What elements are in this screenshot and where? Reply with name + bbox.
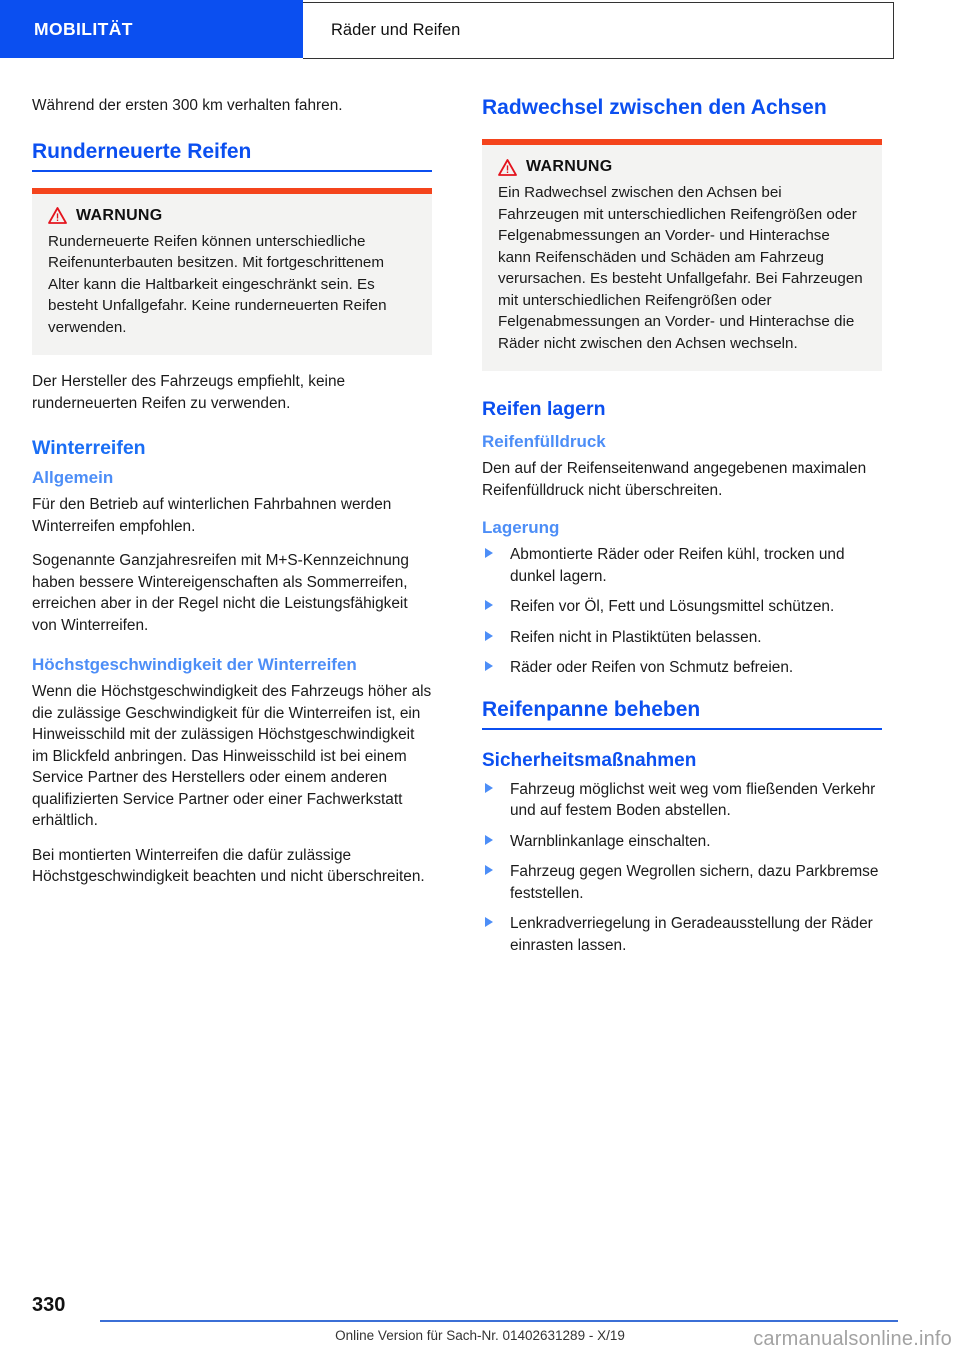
heading-allgemein: Allgemein — [32, 468, 114, 487]
header-chapter-label: MOBILITÄT — [0, 0, 303, 58]
heading-winterreifen: Winterreifen — [32, 437, 146, 459]
triangle-bullet-icon — [485, 917, 493, 927]
warning-label: WARNUNG — [76, 206, 163, 224]
footer-divider — [100, 1320, 898, 1322]
list-item-label: Lenkradverriegelung in Geradeausstellung der Räder einrasten lassen. — [510, 915, 873, 954]
list-item-label: Reifen vor Öl, Fett und Lösungsmittel schützen. — [510, 598, 835, 615]
list-item — [482, 596, 882, 618]
list-item — [482, 913, 882, 956]
list-item-label: Fahrzeug gegen Wegrollen sichern, dazu Parkbremse feststellen. — [510, 863, 879, 902]
triangle-bullet-icon — [485, 661, 493, 671]
list-item — [482, 779, 882, 822]
heading-reifenpanne-beheben: Reifenpanne beheben — [482, 697, 701, 721]
page-number: 330 — [32, 1294, 66, 1316]
left-column — [32, 95, 432, 901]
heading-sicherheitsmassnahmen: Sicherheitsmaßnahmen — [482, 749, 697, 771]
heading-reifen-lagern: Reifen lagern — [482, 398, 606, 420]
warning-header — [48, 207, 416, 225]
sicherheitsmassnahmen-bullet-list — [482, 779, 882, 957]
header-section-tab: Räder und Reifen — [303, 2, 894, 59]
footer-note: Online Version für Sach-Nr. 01402631289 - X/19 — [335, 1328, 625, 1343]
heading-rule — [32, 170, 432, 172]
warning-box-radwechsel — [482, 139, 882, 371]
warning-body — [32, 194, 432, 356]
page-header — [0, 0, 960, 62]
list-item-label: Räder oder Reifen von Schmutz befreien. — [510, 659, 794, 676]
list-item-label: Warnblinkanlage einschalten. — [510, 832, 711, 850]
heading-runderneuerte-reifen: Runderneuerte Reifen — [32, 139, 252, 163]
triangle-bullet-icon — [485, 835, 493, 845]
hoechstgeschwindigkeit-paragraph-2: Bei montierten Winterreifen die dafür zulässige Höchstgeschwindigkeit beachten und nicht überschreiten. — [32, 846, 425, 885]
reifenfuelldruck-body: Den auf der Reifenseitenwand angegebenen maximalen Reifenfülldruck nicht überschreiten. — [482, 460, 867, 499]
triangle-bullet-icon — [485, 783, 493, 793]
runderneuerte-body: Der Hersteller des Fahrzeugs empfiehlt, keine runderneuerten Reifen zu verwenden. — [32, 373, 346, 412]
intro-paragraph: Während der ersten 300 km verhalten fahren. — [32, 97, 343, 114]
watermark-text: carmanualsonline.info — [753, 1328, 952, 1350]
warning-text: Ein Radwechsel zwischen den Achsen bei Fahrzeugen mit unterschiedlichen Reifengrößen oder Felgenabmessungen an Vorder- und Hinterachse kann Reifenschäden und Schäden am Fahrzeug verursachen. Es besteht Unfallgefahr. Bei Fahrzeugen mit unterschiedlichen Reifengrößen oder Felgenabmessungen an Vorder- und Hinterachse die Räder nicht zwischen den Achsen wechseln. — [498, 184, 863, 352]
list-item-label: Reifen nicht in Plastiktüten belassen. — [510, 628, 762, 646]
allgemein-paragraph-2: Sogenannte Ganzjahresreifen mit M+S-Kennzeichnung haben bessere Wintereigenschaften als Sommerreifen, erreichen aber in der Regel nicht die Leistungsfähigkeit von Winterreifen. — [32, 552, 409, 634]
right-column — [482, 95, 882, 965]
list-item — [482, 861, 882, 904]
warning-label: WARNUNG — [526, 158, 613, 175]
allgemein-paragraph-1: Für den Betrieb auf winterlichen Fahrbahnen werden Winterreifen empfohlen. — [32, 496, 392, 535]
heading-rule — [482, 728, 882, 730]
triangle-bullet-icon — [485, 865, 493, 875]
triangle-bullet-icon — [485, 548, 493, 558]
warning-triangle-icon — [498, 159, 517, 176]
list-item — [482, 831, 882, 853]
heading-reifenfuelldruck: Reifenfülldruck — [482, 432, 606, 451]
triangle-bullet-icon — [485, 600, 493, 610]
list-item-label: Fahrzeug möglichst weit weg vom fließenden Verkehr und auf festem Boden abstellen. — [510, 780, 876, 819]
hoechstgeschwindigkeit-paragraph-1: Wenn die Höchstgeschwindigkeit des Fahrzeugs höher als die zulässige Geschwindigkeit für die Winterreifen ist, ein Hinweisschild mit der zulässigen Höchstgeschwindigkeit im Blickfeld anbringen. Das Hinweisschild ist bei einem Service Partner des Herstellers oder einem anderen qualifizierten Service Partner oder einer Fachwerkstatt erhältlich. — [32, 683, 432, 829]
list-item — [482, 657, 882, 679]
page-footer — [0, 1272, 960, 1362]
list-item — [482, 627, 882, 649]
warning-triangle-icon — [48, 207, 67, 224]
warning-text: Runderneuerte Reifen können unterschiedliche Reifenunterbauten besitzen. Mit fortgeschrittenem Alter kann die Haltbarkeit eingeschränkt sein. Es besteht Unfallgefahr. Keine runderneuerten Reifen verwenden. — [48, 232, 387, 336]
triangle-bullet-icon — [485, 631, 493, 641]
warning-header — [498, 158, 866, 176]
warning-body — [482, 145, 882, 371]
list-item-label: Abmontierte Räder oder Reifen kühl, trocken und dunkel lagern. — [510, 546, 845, 585]
list-item — [482, 544, 882, 587]
heading-lagerung: Lagerung — [482, 518, 560, 537]
warning-box-runderneuerte — [32, 188, 432, 356]
heading-hoechstgeschwindigkeit: Höchstgeschwindigkeit der Winterreifen — [32, 655, 357, 674]
heading-radwechsel: Radwechsel zwischen den Achsen — [482, 96, 827, 119]
lagerung-bullet-list — [482, 544, 882, 679]
